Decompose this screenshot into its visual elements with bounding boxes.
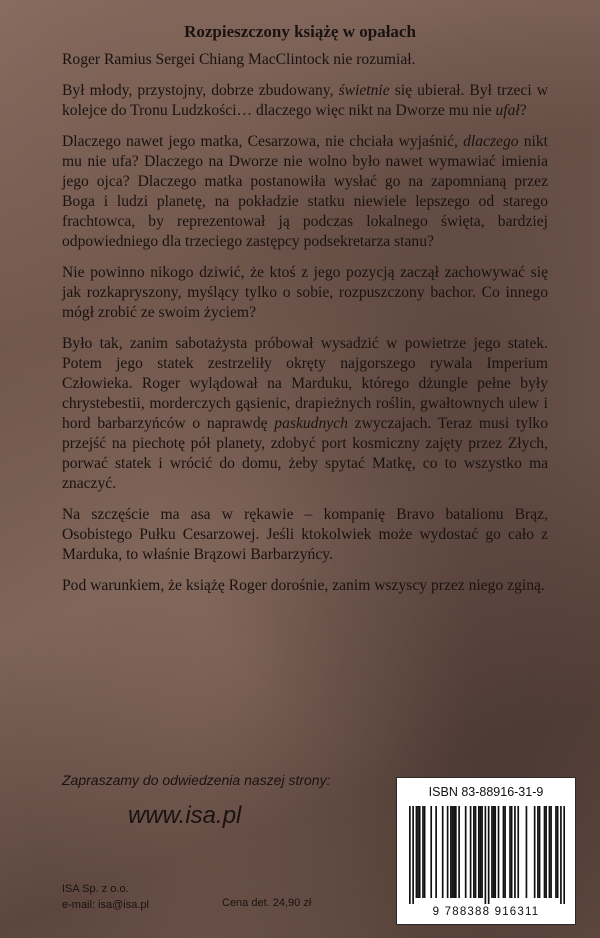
barcode-bar (491, 806, 493, 898)
barcode-bar (550, 806, 552, 898)
isbn-label: ISBN 83-88916-31-9 (428, 785, 544, 799)
blurb-text (62, 50, 548, 607)
barcode-bar (465, 806, 467, 898)
barcode-bar (447, 806, 449, 898)
barcode-bar (545, 806, 547, 898)
barcode-bar (549, 806, 551, 898)
barcode-bar (485, 806, 487, 904)
barcode-bar (409, 806, 411, 904)
publisher-info (62, 881, 149, 913)
isbn-barcode-box (396, 777, 576, 925)
barcode-bar (412, 806, 414, 904)
barcode-bar (450, 806, 452, 898)
blurb-paragraph (62, 263, 548, 323)
paragraph-text: nikt mu nie ufa? Dlaczego na Dworze nie wolno było nawet wymawiać imienia jego ojca? Dlaczego matka postanowiła wysłać go na zapomnianą przez Boga i ludzi planetę, na pokładzie statku niewiele lepszego od starego frachtowca, by reprezentował ją podczas lokalnego święta, bardziej odpowiedniego dla trzeciego zastępcy podsekretarza stanu? (62, 133, 548, 250)
blurb-paragraph (62, 334, 548, 494)
barcode-bar (488, 806, 490, 904)
paragraph-text: się ubierał. Był trzeci w kolejce do Tronu Ludzkości… dlaczego więc nikt na Dworze mu nie (62, 82, 548, 119)
blurb-paragraph (62, 505, 548, 565)
barcode-bar (537, 806, 539, 898)
barcode-bar (503, 806, 505, 898)
barcode-bar (435, 806, 437, 898)
website-link[interactable]: www.isa.pl (128, 802, 242, 829)
barcode-bar (480, 806, 482, 898)
barcode-bar (481, 806, 483, 898)
barcode-bar (478, 806, 480, 898)
barcode-bar (475, 806, 477, 898)
paragraph-text: Było tak, zanim sabotażysta próbował wysadzić w powietrze jego statek. Potem jego statek zestrzeliły okręty najgorszego rywala Imperium Człowieka. Roger wylądował na Marduku, którego dżungle pełne były chrystebestii, morderczych gąsienic, drapieżnych roślin, gwałtownych ulew i hord barbarzyńców o naprawdę (62, 335, 548, 432)
barcode-bar (514, 806, 516, 898)
paragraph-text: Dlaczego nawet jego matka, Cesarzowa, nie chciała wyjaśnić, (62, 133, 464, 150)
barcode-bar (539, 806, 541, 898)
barcode-bar (430, 806, 432, 898)
barcode-bar (526, 806, 528, 898)
book-title: Rozpieszczony książę w opałach (184, 22, 416, 41)
promo-block (62, 772, 382, 830)
promo-invite-text: Zapraszamy do odwiedzenia naszej strony: (62, 772, 331, 788)
barcode-bar (498, 806, 500, 898)
blurb-paragraph (62, 50, 548, 70)
barcode-bar (470, 806, 472, 898)
blurb-paragraph (62, 132, 548, 252)
barcode-bar (452, 806, 454, 898)
barcode-bar (422, 806, 424, 898)
publisher-email: e-mail: isa@isa.pl (62, 899, 149, 911)
price-label: Cena det. 24,90 zł (222, 897, 312, 909)
emphasis-text: świetnie (338, 82, 390, 99)
emphasis-text: paskudnych (274, 415, 348, 432)
barcode-bar (442, 806, 444, 898)
barcode-bar (458, 806, 460, 898)
barcode-bar (424, 806, 426, 898)
paragraph-text: Nie powinno nikogo dziwić, że ktoś z jego pozycją zaczął zachowywać się jak rozkapryszony, myślący tylko o sobie, rozpuszczony bachor. Co innego mógł zrobić ze swoim życiem? (62, 264, 548, 321)
barcode-bar (416, 806, 418, 898)
barcode-graphic (409, 806, 565, 904)
barcode-bar (560, 806, 562, 904)
paragraph-text: Pod warunkiem, że książę Roger dorośnie, zanim wszyscy przez niego zginą. (62, 577, 545, 594)
barcode-bar (417, 806, 419, 898)
barcode-bar (534, 806, 536, 898)
barcode-bar (555, 806, 557, 898)
paragraph-text: Był młody, przystojny, dobrze zbudowany, (62, 82, 339, 99)
emphasis-text: ufał (495, 102, 520, 119)
barcode-bar (504, 806, 506, 898)
barcode-bar (517, 806, 519, 898)
blurb-paragraph (62, 81, 548, 121)
barcode-bar (494, 806, 496, 898)
paragraph-text: ? (519, 102, 527, 119)
blurb-paragraph (62, 576, 548, 596)
paragraph-text: zwyczajach. Teraz musi tylko przejść na piechotę pół planety, zdobyć port kosmiczny zajęty przez Złych, porwać statek i wrócić do domu, żeby spytać Matkę, co to wszystko ma znaczyć. (62, 415, 549, 492)
paragraph-text: Na szczęście ma asa w rękawie – kompanię Bravo batalionu Brąz, Osobistego Pułku Cesarzowej. Jeśli ktokolwiek może wydostać go cało z Marduka, to właśnie Brązowi Barbarzyńcy. (62, 506, 548, 563)
barcode-bar (563, 806, 565, 904)
barcode-bar (511, 806, 513, 898)
barcode-bar (544, 806, 546, 898)
barcode-digits: 9 788388 916311 (432, 906, 540, 918)
emphasis-text: dlaczego (463, 133, 519, 150)
barcode-bar (473, 806, 475, 898)
barcode-bar (493, 806, 495, 898)
barcode-bar (455, 806, 457, 898)
barcode-bar (557, 806, 559, 898)
barcode-bar (509, 806, 511, 898)
barcode-bar (419, 806, 421, 898)
publisher-name: ISA Sp. z o.o. (62, 883, 129, 895)
paragraph-text: Roger Ramius Sergei Chiang MacClintock nie rozumiał. (62, 51, 416, 68)
barcode-bar (453, 806, 455, 898)
